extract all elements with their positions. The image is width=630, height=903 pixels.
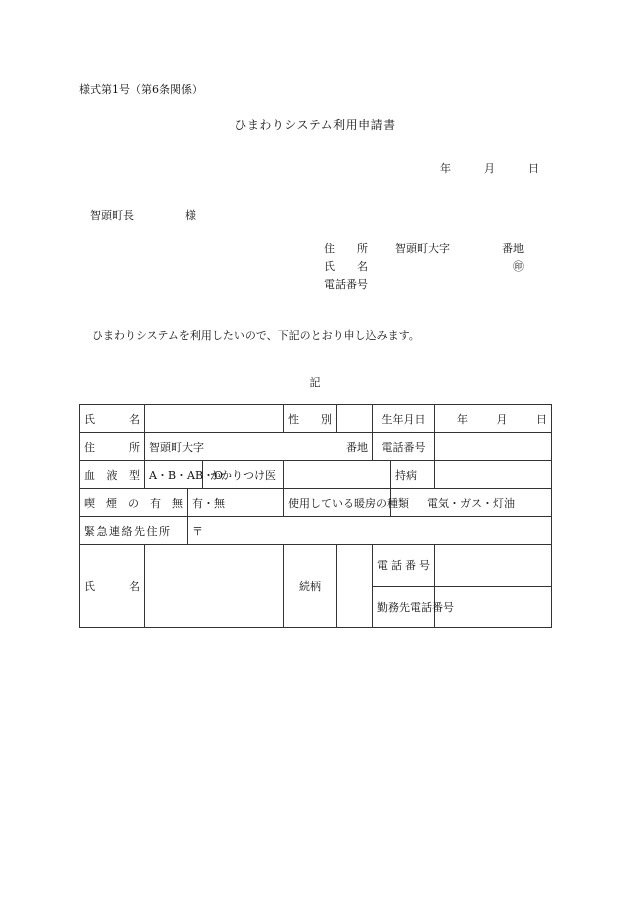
table-row-blood — [80, 461, 552, 489]
blood-type-label: 血 液 型 — [80, 461, 145, 489]
table-row-name — [80, 405, 552, 433]
applicant-address-value: 智頭町大字 — [395, 242, 450, 255]
smoking-options[interactable]: 有・無 — [188, 489, 284, 517]
applicant-name-label: 氏 名 — [324, 260, 368, 273]
seal-mark: ㊞ — [513, 260, 524, 273]
date-day: 日 — [528, 162, 539, 175]
date-line — [440, 160, 539, 176]
applicant-phone-label: 電話番号 — [324, 278, 368, 291]
table-row-address — [80, 433, 552, 461]
table-row-smoking — [80, 489, 552, 517]
phone-value[interactable] — [435, 433, 552, 461]
sex-value[interactable] — [337, 405, 373, 433]
applicant-address-label: 住 所 — [324, 242, 368, 255]
phone-label: 電話番号 — [373, 433, 435, 461]
blood-type-options[interactable]: A・B・AB・O — [145, 461, 203, 489]
name-label: 氏 名 — [80, 405, 145, 433]
table-row-emergency — [80, 517, 552, 545]
work-phone-label: 勤務先電話番号 — [373, 586, 435, 628]
birthdate-label: 生年月日 — [373, 405, 435, 433]
applicant-block — [324, 240, 524, 294]
application-form-table — [79, 404, 552, 628]
doctor-value[interactable] — [284, 461, 391, 489]
contact-name-value[interactable] — [145, 545, 284, 628]
table-row-contact-phone — [80, 545, 552, 587]
heating-options[interactable]: 電気・ガス・灯油 — [391, 489, 552, 517]
chronic-illness-label: 持病 — [391, 461, 435, 489]
addressee-honorific: 様 — [185, 209, 196, 222]
application-statement: ひまわりシステムを利用したいので、下記のとおり申し込みます。 — [92, 329, 420, 342]
form-number: 様式第1号（第6条関係） — [79, 83, 203, 96]
address-value[interactable]: 智頭町大字 番地 — [145, 433, 373, 461]
doctor-label: かかりつけ医 — [203, 461, 284, 489]
ki-heading: 記 — [309, 376, 321, 389]
address-label: 住 所 — [80, 433, 145, 461]
addressee-name: 智頭町長 — [90, 209, 134, 222]
applicant-phone-row — [324, 276, 524, 294]
birthdate-value[interactable]: 年 月 日 — [435, 405, 552, 433]
date-month: 月 — [484, 162, 495, 175]
addressee — [90, 207, 196, 223]
emergency-address-value[interactable] — [188, 517, 552, 545]
document-title: ひまわりシステム利用申請書 — [234, 118, 396, 132]
name-value[interactable] — [145, 405, 284, 433]
postal-mark: 〒 — [192, 524, 203, 538]
applicant-address-row — [324, 240, 524, 258]
sex-label: 性 別 — [284, 405, 337, 433]
emergency-address-label: 緊急連絡先住所 — [80, 517, 188, 545]
applicant-name-row — [324, 258, 524, 276]
heating-label: 使用している暖房の種類 — [284, 489, 391, 517]
relation-value[interactable] — [337, 545, 373, 628]
contact-phone-label: 電 話 番 号 — [373, 545, 435, 587]
contact-name-label: 氏 名 — [80, 545, 145, 628]
contact-phone-value[interactable] — [435, 545, 552, 587]
date-year: 年 — [440, 162, 451, 175]
chronic-illness-value[interactable] — [435, 461, 552, 489]
applicant-address-suffix: 番地 — [502, 242, 524, 255]
smoking-label: 喫 煙 の 有 無 — [80, 489, 188, 517]
relation-label: 続柄 — [284, 545, 337, 628]
